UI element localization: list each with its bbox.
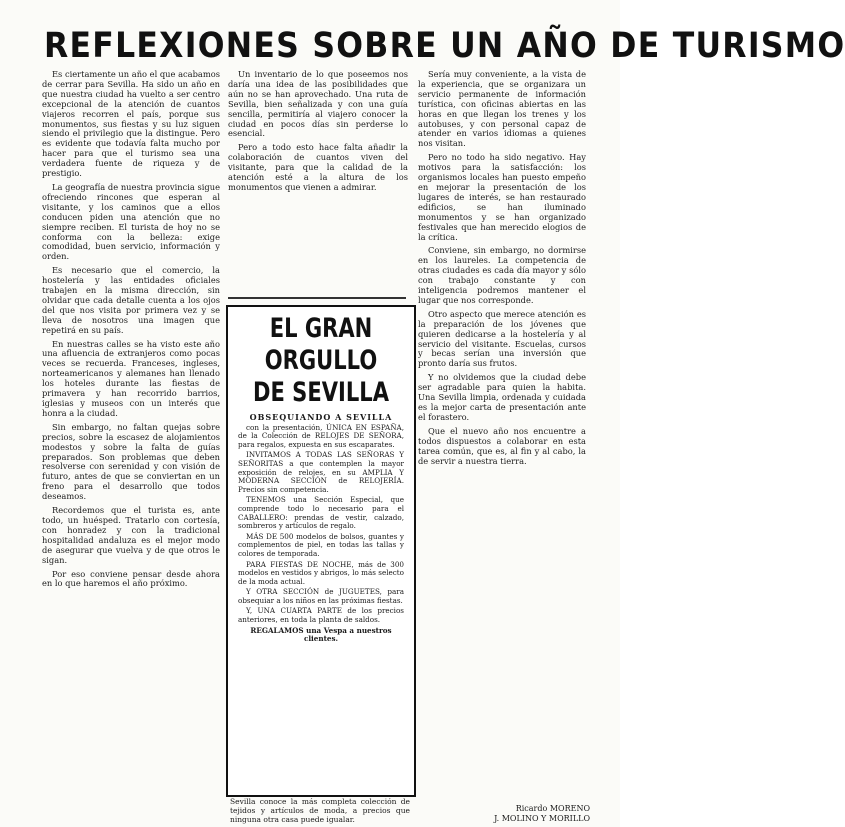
- paragraph: En nuestras calles se ha visto este año una afluencia de extranjeros como pocas veces se recuerda. Franceses, ingleses, norteamericanos y alemanes han llenado los hoteles durante las fiestas de primavera y han recorrido barrios, iglesias y museos con un interés que honra a la ciudad.: [42, 338, 220, 418]
- ad-closing: REGALAMOS una Vespa a nuestros clientes.: [250, 625, 392, 644]
- signature-line: Ricardo MORENO: [515, 804, 590, 813]
- signature-line: J. MOLINO Y MORILLO: [494, 814, 590, 823]
- ad-paragraph: PARA FIESTAS DE NOCHE, más de 300 modelos en vestidos y abrigos, lo más selecto de la moda actual.: [238, 559, 404, 586]
- ad-paragraph: TENEMOS una Sección Especial, que comprende todo lo necesario para el CABALLERO: prendas de vestir, calzado, sombreros y artículos de regalo.: [238, 495, 404, 531]
- ad-paragraph: Y, UNA CUARTA PARTE de los precios anteriores, en toda la planta de saldos.: [238, 606, 404, 625]
- paragraph: Conviene, sin embargo, no dormirse en los laureles. La competencia de otras ciudades es cada día mayor y sólo con trabajo constante y con inteligencia podremos mantener el lugar que nos corresponde.: [418, 245, 586, 305]
- paragraph: Por eso conviene pensar desde ahora en lo que haremos el año próximo.: [42, 568, 220, 589]
- ad-lead: OBSEQUIANDO A SEVILLA: [249, 412, 393, 422]
- author-signature: [430, 804, 590, 824]
- paragraph: Y no olvidemos que la ciudad debe ser agradable para quien la habita. Una Sevilla limpia, ordenada y cuidada es la mejor carta de presentación ante el forastero.: [418, 372, 586, 422]
- paragraph: La geografía de nuestra provincia sigue ofreciendo rincones que esperan al visitante, y los caminos que a ellos conducen piden una atención que no siempre reciben. El turista de hoy no se conforma con la belleza: exige comodidad, buen servicio, información y orden.: [42, 181, 220, 262]
- column-divider: [228, 297, 406, 299]
- paragraph: Recordemos que el turista es, ante todo, un huésped. Tratarlo con cortesía, con honradez y con la tradicional hospitalidad andaluza es el mejor modo de asegurar que vuelva y de que otros le sigan.: [42, 505, 220, 565]
- ad-title-line: DE SEVILLA: [252, 377, 390, 408]
- paragraph: Pero no todo ha sido negativo. Hay motivos para la satisfacción: los organismos locales han puesto empeño en mejorar la presentación de los lugares de interés, se han restaurado edificios, se han iluminado monumentos y se han organizado festivales que han merecido elogios de la crítica.: [418, 152, 586, 242]
- paragraph: Que el nuevo año nos encuentre a todos dispuestos a colaborar en esta tarea común, que es, al fin y al cabo, la de servir a nuestra tierra.: [418, 425, 586, 466]
- article-column-right: [418, 70, 586, 805]
- advertisement-box: [226, 305, 416, 797]
- ad-title: [248, 313, 393, 409]
- ad-body: [228, 409, 414, 644]
- paragraph: Sin embargo, no faltan quejas sobre precios, sobre la escasez de alojamientos modestos y sobre la falta de guías preparados. Son problemas que deben resolverse con serenidad y con visión de futuro, antes de que se conviertan en un freno para el desarrollo que todos deseamos.: [42, 421, 220, 502]
- article-column-left: [42, 70, 220, 810]
- ad-paragraph: Y OTRA SECCIÓN de JUGUETES, para obsequiar a los niños en las próximas fiestas.: [238, 587, 404, 605]
- paragraph: Un inventario de lo que poseemos nos daría una idea de las posibilidades que aún no se han aprovechado. Una ruta de Sevilla, bien señalizada y con una guía sencilla, permitiría al viajero conocer la ciudad en pocos días sin perderse lo esencial.: [228, 69, 408, 139]
- paragraph: Sería muy conveniente, a la vista de la experiencia, que se organizara un servicio permanente de información turística, con oficinas abiertas en las horas en que llegan los trenes y los autobuses, y con personal capaz de atender en varios idiomas a quienes nos visitan.: [418, 69, 586, 149]
- ad-title-line: EL GRAN ORGULLO: [264, 313, 378, 376]
- page-title: REFLEXIONES SOBRE UN AÑO DE TURISMO: [44, 26, 845, 66]
- ad-paragraph: con la presentación, ÚNICA EN ESPAÑA, de la Colección de RELOJES DE SEÑORA, para regalos, expuesta en sus escaparates.: [238, 422, 404, 449]
- ad-paragraph: MÁS DE 500 modelos de bolsos, guantes y complementos de piel, en todas las tallas y colores de temporada.: [238, 531, 404, 558]
- article-column-middle: [228, 70, 408, 300]
- paragraph: Pero a todo esto hace falta añadir la colaboración de cuantos viven del visitante, para que la calidad de la atención esté a la altura de los monumentos que vienen a admirar.: [228, 142, 408, 192]
- ad-footer-text: Sevilla conoce la más completa colección de tejidos y artículos de moda, a precios que ninguna otra casa puede igualar.: [230, 797, 410, 824]
- paragraph: Es necesario que el comercio, la hostelería y las entidades oficiales trabajen en la misma dirección, sin olvidar que cada detalle cuenta a los ojos del que nos visita por primera vez y se lleva de nosotros una imagen que repetirá en su país.: [42, 265, 220, 335]
- paragraph: Otro aspecto que merece atención es la preparación de los jóvenes que quieren dedicarse a la hostelería y al servicio del visitante. Escuelas, cursos y becas serían una inversión que pronto daría sus frutos.: [418, 308, 586, 369]
- ad-paragraph: INVITAMOS A TODAS LAS SEÑORAS Y SEÑORITAS a que contemplen la mayor exposición de relojes, en su AMPLIA Y MODERNA SECCIÓN de RELOJERÍA. Precios sin competencia.: [238, 450, 404, 494]
- paragraph: Es ciertamente un año el que acabamos de cerrar para Sevilla. Ha sido un año en que nuestra ciudad ha vuelto a ser centro excepcional de la atención de cuantos viajeros recorren el país, porque sus monumentos, sus fiestas y su luz siguen siendo el privilegio que la distingue. Pero es evidente que todavía falta mucho por hacer para que el turismo sea una verdadera fuente de riqueza y de prestigio.: [42, 69, 220, 179]
